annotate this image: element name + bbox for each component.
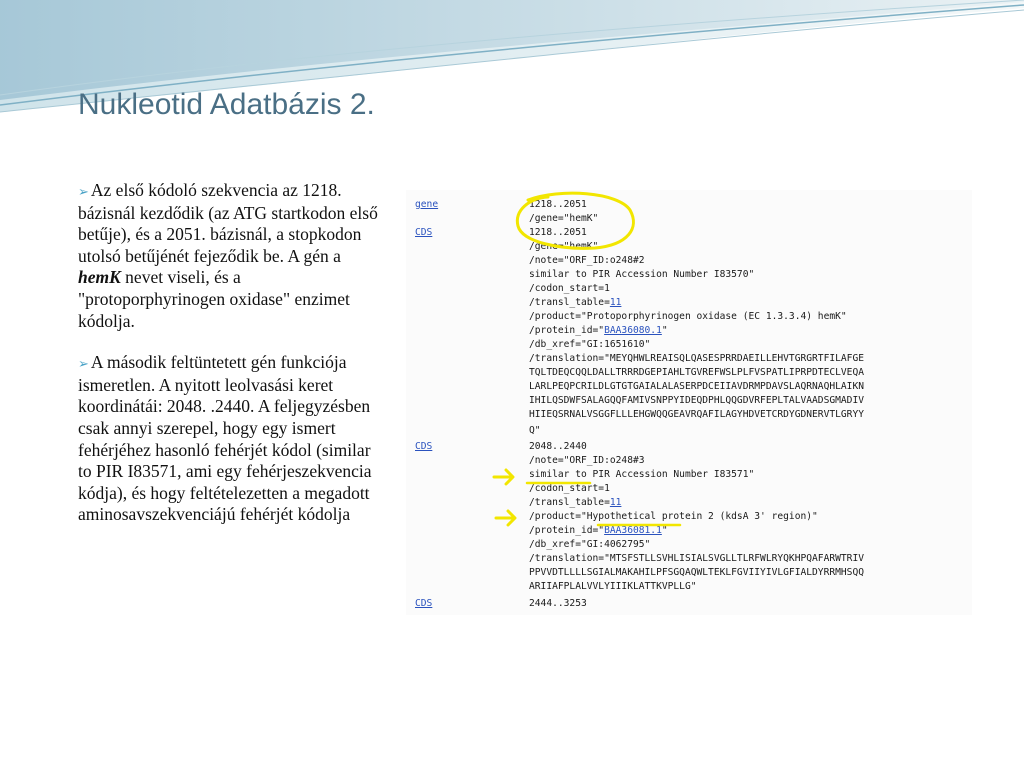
cds2-note: /note="ORF_ID:o248#3 bbox=[529, 455, 645, 466]
cds2-note-cont: similar to PIR Accession Number I83571" bbox=[529, 469, 755, 480]
cds1-db-xref: /db_xref="GI:1651610" bbox=[529, 339, 651, 350]
bullet-item-1 bbox=[78, 180, 378, 332]
cds2-product: /product="Hypothetical protein 2 (kdsA 3' region)" bbox=[529, 511, 818, 522]
cds2-translation: /translation="MTSFSTLLSVHLISIALSVGLLTLRFWLRYQKHPQAFARWTRIV bbox=[529, 553, 865, 564]
cds1-note-cont: similar to PIR Accession Number I83570" bbox=[529, 269, 755, 280]
cds2-transl-table: /transl_table=11 bbox=[529, 497, 622, 508]
feature-key-cds-1[interactable]: CDS bbox=[415, 227, 433, 238]
feature-key-gene[interactable]: gene bbox=[415, 199, 439, 210]
cds1-gene: /gene="hemK" bbox=[529, 241, 599, 252]
cds1-translation-cont: LARLPEQPCRILDLGTGTGAIALALASERPDCEIIAVDRMPDAVSLAQRNAQHLAIKN bbox=[529, 381, 865, 392]
cds1-transl-table: /transl_table=11 bbox=[529, 297, 622, 308]
cds1-protein-id: /protein_id="BAA36080.1" bbox=[529, 325, 668, 336]
gene-qualifier-name: /gene="hemK" bbox=[529, 213, 599, 224]
bullet-2-text: A második feltüntetett gén funkciója ismeretlen. A nyitott leolvasási keret koordinátái: 2048. .2440. A feljegyzésben csak annyi szerepel, hogy egy ismert fehérjéhez hasonló fehérjét kódol (similar to PIR I83571, ami egy fehérjeszekvencia kódja), és hogy feltételezetten a megadott aminosavszekvenciájú fehérjét kódolja bbox=[78, 352, 372, 525]
gene-location: 1218..2051 bbox=[529, 199, 587, 210]
cds1-translation-cont: IHILQSDWFSALAGQQFAMIVSNPPYIDEQDPHLQQGDVRFEPLTALVAADSGMADIV bbox=[529, 395, 865, 406]
cds3-location: 2444..3253 bbox=[529, 598, 587, 609]
cds1-translation: /translation="MEYQHWLREAISQLQASESPRRDAEILLEHVTGRGRTFILAFGE bbox=[529, 353, 865, 364]
cds1-codon-start: /codon_start=1 bbox=[529, 283, 610, 294]
cds2-codon-start: /codon_start=1 bbox=[529, 483, 610, 494]
bullet-item-2 bbox=[78, 352, 378, 526]
bullet-1-text-after: nevet viseli, és a "protoporphyrinogen oxidase" enzimet kódolja. bbox=[78, 267, 350, 331]
gene-name-hemk: hemK bbox=[78, 267, 121, 288]
bullet-1-text-before: Az első kódoló szekvencia az 1218. bázisnál kezdődik (az ATG startkodon első betűje), és a 2051. bázisnál, a stopkodon utolsó betűjénét fejeződik be. A gén a bbox=[78, 180, 378, 266]
cds1-note: /note="ORF_ID:o248#2 bbox=[529, 255, 645, 266]
cds2-translation-cont: PPVVDTLLLLSGIALMAKAHILPFSGQAQWLTEKLFGVIIYIVLGFIALDYRRMHSQQ bbox=[529, 567, 865, 578]
protein-id-link-2[interactable]: BAA36081.1 bbox=[604, 525, 662, 536]
bullet-arrow-icon: ➢ bbox=[78, 184, 89, 199]
protein-id-link-1[interactable]: BAA36080.1 bbox=[604, 325, 662, 336]
slide-title: Nukleotid Adatbázis 2. bbox=[78, 88, 375, 121]
feature-key-cds-3[interactable]: CDS bbox=[415, 598, 433, 609]
cds2-location: 2048..2440 bbox=[529, 441, 587, 452]
cds2-db-xref: /db_xref="GI:4062795" bbox=[529, 539, 651, 550]
cds1-translation-end: Q" bbox=[529, 425, 541, 436]
cds1-translation-cont: HIIEQSRNALVSGGFLLLEHGWQQGEAVRQAFILAGYHDVETCRDYGDNERVTLGRYY bbox=[529, 409, 865, 420]
cds1-product: /product="Protoporphyrinogen oxidase (EC 1.3.3.4) hemK" bbox=[529, 311, 847, 322]
feature-key-cds-2[interactable]: CDS bbox=[415, 441, 433, 452]
transl-table-link-2[interactable]: 11 bbox=[609, 497, 622, 508]
cds2-translation-end: ARIIAFPLALVVLYIIIKLATTKVPLLG" bbox=[529, 581, 697, 592]
cds1-location: 1218..2051 bbox=[529, 227, 587, 238]
bullet-list bbox=[78, 180, 378, 546]
genbank-record-screenshot bbox=[406, 190, 972, 615]
cds1-translation-cont: TQLTDEQCQQLDALLTRRRDGEPIAHLTGVREFWSLPLFVSPATLIPRPDTECLVEQA bbox=[529, 367, 865, 378]
transl-table-link-1[interactable]: 11 bbox=[609, 297, 622, 308]
cds2-protein-id: /protein_id="BAA36081.1" bbox=[529, 525, 668, 536]
bullet-arrow-icon: ➢ bbox=[78, 356, 89, 372]
